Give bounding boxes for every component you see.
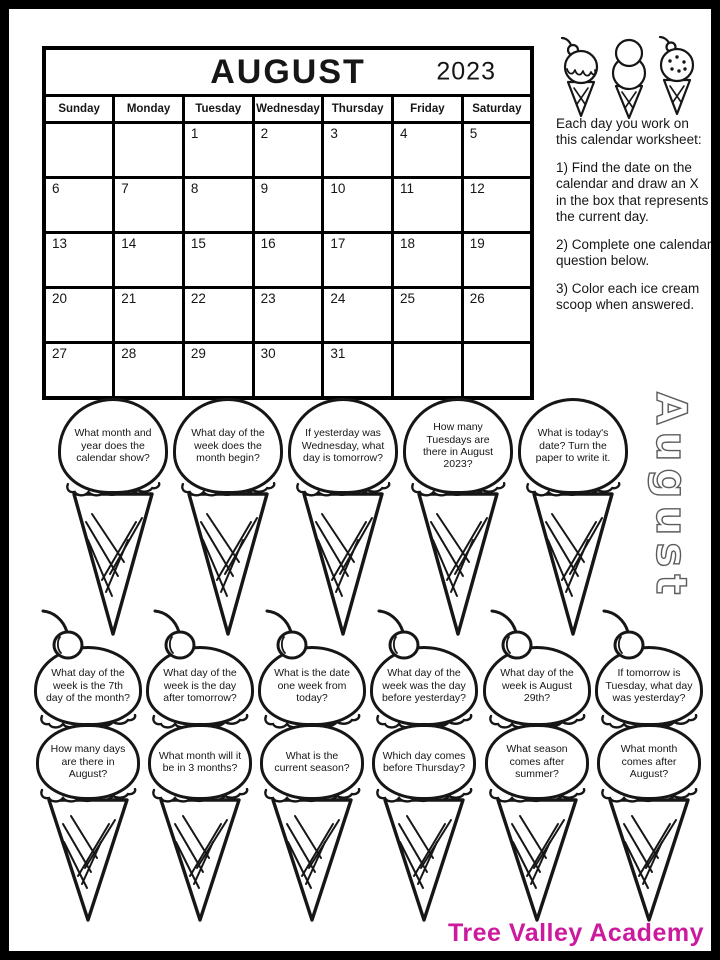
question-cone-single [516, 398, 630, 638]
calendar-cell: 9 [253, 178, 323, 233]
question-scoop-top: What day of the week was the day before yesterday? [370, 646, 478, 726]
calendar-week-row [44, 288, 532, 343]
question-cone-double [256, 604, 368, 924]
question-cone-single [171, 398, 285, 638]
question-cone-double [593, 604, 705, 924]
day-header-thursday: Thursday [323, 96, 393, 123]
calendar-cell: 19 [462, 233, 532, 288]
calendar-week-row [44, 233, 532, 288]
calendar-cell: 29 [183, 343, 253, 399]
cherry-icon [373, 604, 427, 660]
calendar-cell [393, 343, 463, 399]
question-scoop-bottom: What is the current season? [260, 724, 364, 800]
calendar-cell: 14 [114, 233, 184, 288]
calendar-cell: 30 [253, 343, 323, 399]
question-cone-single [286, 398, 400, 638]
calendar-cell: 2 [253, 123, 323, 178]
day-header-tuesday: Tuesday [183, 96, 253, 123]
question-scoop: What day of the week does the month begin? [173, 398, 283, 494]
question-scoop-bottom: What month will it be in 3 months? [148, 724, 252, 800]
question-cone-single [56, 398, 170, 638]
instruction-step-3: 3) Color each ice cream scoop when answered. [556, 280, 700, 313]
calendar-cell: 15 [183, 233, 253, 288]
day-header-sunday: Sunday [44, 96, 114, 123]
calendar-cell [462, 343, 532, 399]
instruction-step-2: 2) Complete one calendar question below. [556, 236, 712, 269]
day-header-monday: Monday [114, 96, 184, 123]
calendar-cell: 17 [323, 233, 393, 288]
brand-footer: Tree Valley Academy [448, 919, 704, 947]
calendar-cell: 16 [253, 233, 323, 288]
calendar-cell: 28 [114, 343, 184, 399]
calendar-week-row [44, 343, 532, 399]
question-scoop-bottom: What month comes after August? [597, 724, 701, 800]
calendar-cell: 18 [393, 233, 463, 288]
calendar-cell: 6 [44, 178, 114, 233]
calendar-cell: 26 [462, 288, 532, 343]
question-scoop: What is today's date? Turn the paper to write it. [518, 398, 628, 494]
question-cone-single [401, 398, 515, 638]
question-cone-double [481, 604, 593, 924]
calendar-cell: 25 [393, 288, 463, 343]
calendar-cell: 8 [183, 178, 253, 233]
calendar-cell [114, 123, 184, 178]
calendar-cell: 13 [44, 233, 114, 288]
instructions-intro: Each day you work on this calendar worksheet: [556, 116, 702, 148]
calendar-cell: 22 [183, 288, 253, 343]
question-scoop-bottom: What season comes after summer? [485, 724, 589, 800]
question-scoop-top: If tomorrow is Tuesday, what day was yesterday? [595, 646, 703, 726]
calendar-week-row [44, 123, 532, 178]
question-cone-double [32, 604, 144, 924]
question-scoop-top: What day of the week is the 7th day of the month? [34, 646, 142, 726]
calendar-month-title: AUGUST [210, 52, 366, 91]
calendar-cell: 24 [323, 288, 393, 343]
question-cone-double [144, 604, 256, 924]
worksheet-instructions [556, 116, 712, 325]
calendar-cell: 20 [44, 288, 114, 343]
waffle-cone-icon [257, 796, 367, 924]
calendar-title-row [44, 48, 532, 96]
ice-cream-trio-icon [557, 36, 699, 125]
cherry-icon [598, 604, 652, 660]
cherry-icon [37, 604, 91, 660]
calendar-week-row [44, 178, 532, 233]
waffle-cone-icon [594, 796, 704, 924]
question-scoop-top: What day of the week is the day after tomorrow? [146, 646, 254, 726]
question-scoop-bottom: How many days are there in August? [36, 724, 140, 800]
cherry-icon [486, 604, 540, 660]
trace-word-august [638, 392, 702, 622]
calendar-day-header-row [44, 96, 532, 123]
calendar-cell [44, 123, 114, 178]
calendar-cell: 31 [323, 343, 393, 399]
calendar-cell: 5 [462, 123, 532, 178]
question-scoop: What month and year does the calendar show? [58, 398, 168, 494]
question-scoop: If yesterday was Wednesday, what day is tomorrow? [288, 398, 398, 494]
calendar-cell: 27 [44, 343, 114, 399]
waffle-cone-icon [369, 796, 479, 924]
day-header-saturday: Saturday [462, 96, 532, 123]
cherry-icon [261, 604, 315, 660]
waffle-cone-icon [33, 796, 143, 924]
trace-word-text: August [647, 392, 696, 602]
question-cone-double [368, 604, 480, 924]
calendar-cell: 1 [183, 123, 253, 178]
calendar-cell: 11 [393, 178, 463, 233]
waffle-cone-icon [482, 796, 592, 924]
question-scoop-top: What is the date one week from today? [258, 646, 366, 726]
calendar-title-cell [44, 48, 532, 96]
august-calendar [42, 46, 534, 400]
calendar-cell: 21 [114, 288, 184, 343]
calendar-cell: 10 [323, 178, 393, 233]
question-scoop-bottom: Which day comes before Thursday? [372, 724, 476, 800]
cherry-icon [149, 604, 203, 660]
calendar-cell: 7 [114, 178, 184, 233]
instruction-step-1: 1) Find the date on the calendar and draw an X in the box that represents the current day. [556, 159, 709, 225]
day-header-wednesday: Wednesday [253, 96, 323, 123]
calendar-cell: 12 [462, 178, 532, 233]
calendar-cell: 3 [323, 123, 393, 178]
calendar-cell: 23 [253, 288, 323, 343]
waffle-cone-icon [145, 796, 255, 924]
question-scoop-top: What day of the week is August 29th? [483, 646, 591, 726]
calendar-year: 2023 [436, 57, 496, 86]
day-header-friday: Friday [393, 96, 463, 123]
calendar-cell: 4 [393, 123, 463, 178]
question-scoop: How many Tuesdays are there in August 2023? [403, 398, 513, 494]
